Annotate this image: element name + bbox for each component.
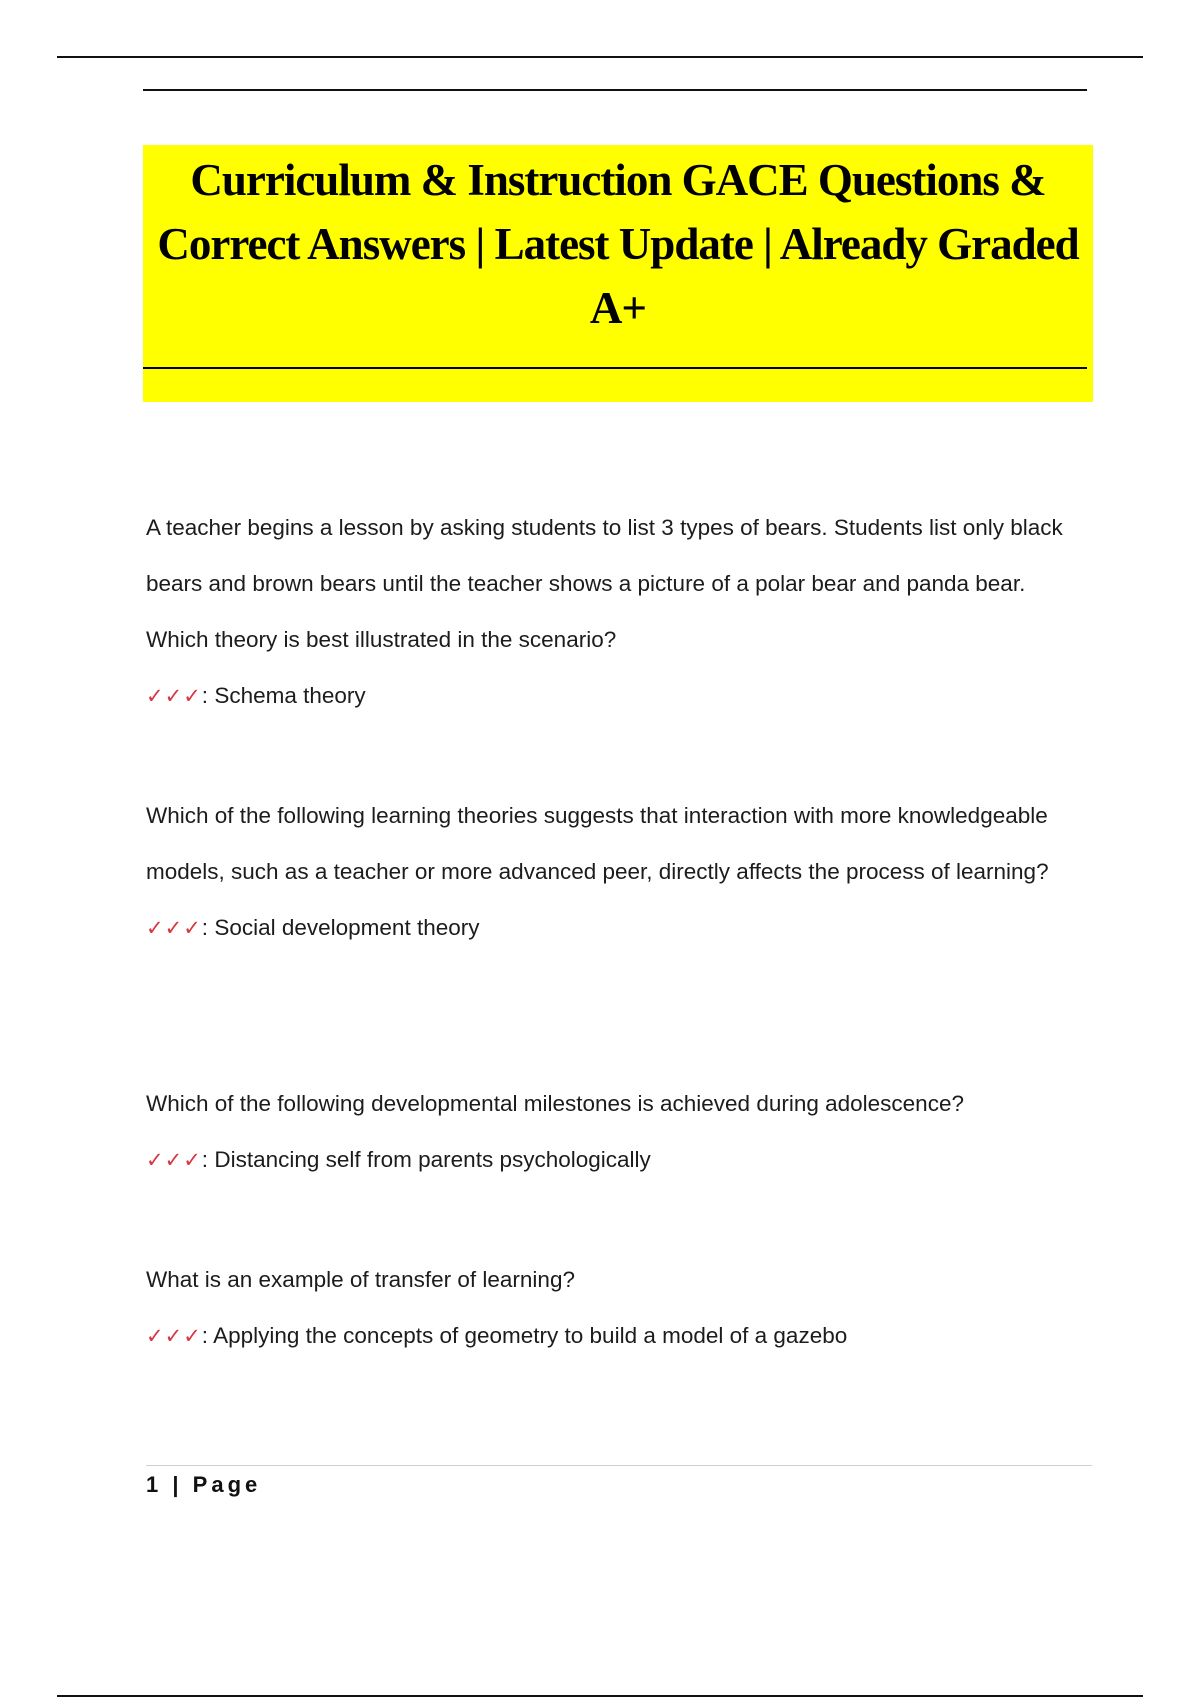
answer-prefix: :: [201, 915, 209, 940]
title-underline: [143, 367, 1087, 369]
title-banner: [143, 145, 1093, 402]
question-text: Which of the following developmental milestones is achieved during adolescence?: [146, 1091, 964, 1116]
answer-line: [146, 1308, 1086, 1365]
check-marks-icon: ✓✓✓: [146, 1149, 202, 1172]
document-title: Curriculum & Instruction GACE Questions & Correct Answers | Latest Update | Already Graded A+: [157, 155, 1079, 333]
answer-text: Schema theory: [214, 683, 366, 708]
qa-item-4: [146, 1252, 1086, 1365]
footer-rule: [146, 1465, 1092, 1466]
check-marks-icon: ✓✓✓: [146, 1325, 202, 1348]
answer-line: [146, 668, 1086, 725]
page-footer: [146, 1472, 261, 1498]
page-label: Page: [192, 1472, 262, 1497]
qa-item-1: [146, 500, 1086, 725]
answer-prefix: :: [201, 1323, 209, 1348]
answer-text: Applying the concepts of geometry to build a model of a gazebo: [213, 1323, 848, 1348]
answer-prefix: :: [201, 683, 209, 708]
page-bottom-rule: [57, 1695, 1143, 1697]
page-top-rule: [57, 56, 1143, 58]
page-number: 1: [146, 1472, 163, 1497]
answer-line: [146, 1132, 1086, 1189]
question-text: What is an example of transfer of learning?: [146, 1267, 575, 1292]
question-text: Which of the following learning theories suggests that interaction with more knowledgeable models, such as a teacher or more advanced peer, directly affects the process of learning?: [146, 803, 1049, 884]
check-marks-icon: ✓✓✓: [146, 917, 202, 940]
answer-text: Social development theory: [214, 915, 480, 940]
qa-item-2: [146, 788, 1086, 957]
check-marks-icon: ✓✓✓: [146, 685, 202, 708]
question-text: A teacher begins a lesson by asking students to list 3 types of bears. Students list only black bears and brown bears until the teacher shows a picture of a polar bear and panda bear. Which theory is best illustrated in the scenario?: [146, 515, 1063, 652]
qa-item-3: [146, 1076, 1086, 1189]
answer-line: [146, 900, 1086, 957]
answer-text: Distancing self from parents psychologically: [214, 1147, 651, 1172]
page-separator: |: [172, 1472, 183, 1497]
answer-prefix: :: [201, 1147, 209, 1172]
header-rule: [143, 89, 1087, 91]
